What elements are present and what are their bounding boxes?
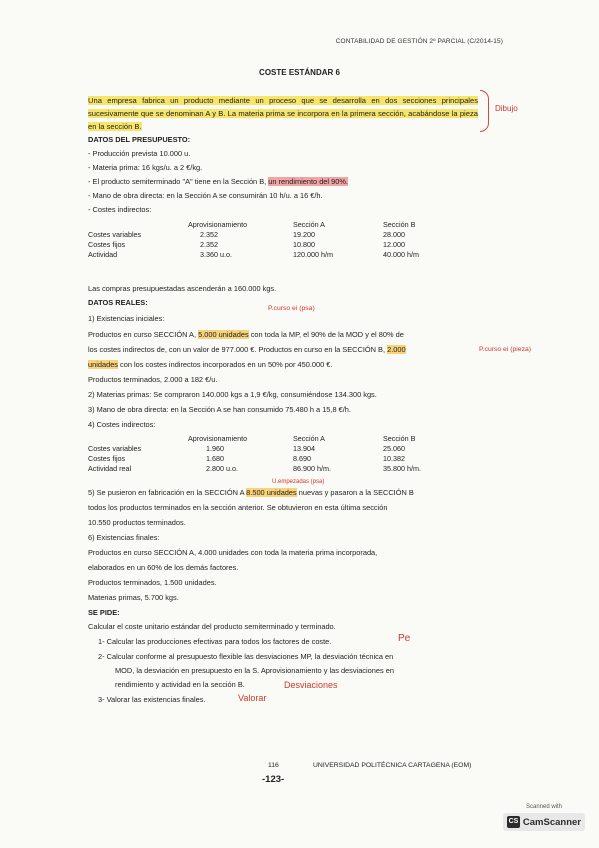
real-labour: 3) Mano de obra directa: en la Sección A se han consumido 75.480 h a 15,8 €/h.: [88, 405, 351, 414]
annotation-dibujo: Dibujo: [495, 104, 518, 113]
intro-paragraph: [88, 94, 478, 133]
table-header-row: [88, 434, 463, 444]
question-2a: 2- Calcular conforme al presupuesto flexible las desviaciones MP, la desviación técnica en: [98, 652, 394, 661]
question-2c: rendimiento y actividad en la sección B.: [115, 680, 245, 689]
table-cell: 35.800 h/m.: [383, 464, 421, 473]
table-cell: 2.800 u.o.: [206, 464, 238, 473]
budget-heading: DATOS DEL PRESUPUESTO:: [88, 135, 191, 144]
real-line-p13: elaborados en un 60% de los demás factores.: [88, 563, 239, 572]
table-cell: 40.000 h/m: [383, 250, 419, 259]
budget-line-yield: [88, 177, 348, 186]
budget-line-production: - Producción prevista 10.000 u.: [88, 149, 191, 158]
table-cell: 12.000: [383, 240, 405, 249]
table-cell: 19.200: [293, 230, 315, 239]
annotation-pcurso-psa: P.curso ei (psa): [268, 305, 315, 312]
table-row: [88, 240, 463, 250]
question-3: 3- Valorar las existencias finales.: [98, 695, 206, 704]
real-line-p1-c: con toda la MP, el 90% de la MOD y el 80% de: [248, 330, 404, 339]
real-line-p15: Materias primas, 5.700 kgs.: [88, 593, 179, 602]
table-cell: 10.800: [293, 240, 315, 249]
questions-intro: Calcular el coste unitario estándar del producto semiterminado y terminado.: [88, 622, 336, 631]
page-label: -123-: [262, 774, 285, 785]
real-line-p2-highlight: 2.000: [387, 345, 406, 354]
real-line-p8-a: 5) Se pusieron en fabricación en la SECCIÓN A: [88, 488, 247, 497]
table-cell: 1.960: [206, 444, 224, 453]
real-line-p3-highlight: unidades: [88, 360, 118, 369]
university-label: UNIVERSIDAD POLITÉCNICA CARTAGENA (EOM): [313, 762, 472, 769]
table-cell: 28.000: [383, 230, 405, 239]
table-cell: 8.690: [293, 454, 311, 463]
table-header-cell: Sección B: [383, 220, 416, 229]
page-number: 116: [268, 762, 279, 769]
camscanner-icon: CS: [507, 816, 520, 828]
page-title: COSTE ESTÁNDAR 6: [259, 68, 340, 77]
table-cell: 25.060: [383, 444, 405, 453]
annotation-unid-empezadas: U.empezadas (psa): [272, 479, 325, 485]
real-line-p12: Productos en curso SECCIÓN A, 4.000 unidades con toda la materia prima incorporada,: [88, 548, 378, 557]
annotation-pe: Pe: [398, 633, 411, 644]
real-line-p3: [88, 360, 332, 369]
table-cell: 3.360 u.o.: [200, 250, 232, 259]
table-header-cell: Sección A: [293, 434, 325, 443]
table-row: [88, 230, 463, 240]
annotation-pcurso-pieza: P.curso ei (pieza): [479, 346, 532, 353]
question-1: 1- Calcular las producciones efectivas para todos los factores de coste.: [98, 637, 332, 646]
intro-text: Una empresa fabrica un producto mediante un proceso que se desarrolla en dos secciones principales sucesivamente que se denominan A y B. La materia prima se incorpora en la primera sección, acabándose la pieza en la sección B.: [88, 96, 478, 131]
scanner-badge: [503, 804, 585, 838]
camscanner-brand: CamScanner: [522, 816, 581, 828]
table-header-cell: [88, 434, 188, 444]
questions-heading: SE PIDE:: [88, 608, 120, 617]
table-cell: Costes variables: [88, 230, 142, 239]
annotation-desviaciones: Desviaciones: [284, 680, 338, 690]
table-row: [88, 444, 463, 454]
table-row: [88, 454, 463, 464]
annotation-valorar: Valorar: [238, 693, 267, 703]
table-row: [88, 250, 463, 260]
table-header-cell: [88, 220, 188, 230]
table-cell: 1.680: [206, 454, 224, 463]
table-cell: 120.000 h/m: [293, 250, 333, 259]
real-line-p1-a: Productos en curso SECCIÓN A,: [88, 330, 199, 339]
budget-cost-table: [88, 220, 463, 260]
brace-mark: [480, 90, 489, 132]
table-header-cell: Aprovisionamiento: [188, 434, 248, 443]
table-cell: 86.900 h/m.: [293, 464, 331, 473]
budget-line-labour: - Mano de obra directa: en la Sección A se consumirán 10 h/u. a 16 €/h.: [88, 191, 323, 200]
budget-line-yield-text: - El producto semiterminado "A" tiene en la Sección B,: [88, 177, 269, 186]
budget-line-indirect: - Costes indirectos:: [88, 205, 152, 214]
real-line-p8-highlight: 8.500 unidades: [246, 488, 297, 497]
table-cell: Costes fijos: [88, 240, 126, 249]
table-cell: Costes fijos: [88, 454, 126, 463]
budget-line-raw-material: - Materia prima: 16 kgs/u. a 2 €/kg.: [88, 163, 203, 172]
budget-purchases: Las compras presupuestadas ascenderán a 160.000 kgs.: [88, 284, 277, 293]
real-heading: DATOS REALES:: [88, 298, 148, 307]
table-cell: 2.352: [200, 230, 218, 239]
real-line-p3-b: con los costes indirectos incorporados en un 50% por 450.000 €.: [118, 360, 333, 369]
budget-line-yield-highlight: un rendimiento del 90%.: [268, 177, 348, 186]
real-initial-stock: 1) Existencias iniciales:: [88, 314, 165, 323]
real-cost-table: [88, 434, 463, 474]
real-line-p9: todos los productos terminados en la sección anterior. Se obtuvieron en esta última sección: [88, 503, 388, 512]
table-header-cell: Aprovisionamiento: [188, 220, 248, 229]
real-line-p10: 10.550 productos terminados.: [88, 518, 186, 527]
table-cell: Costes variables: [88, 444, 142, 453]
real-indirect-heading: 4) Costes indirectos:: [88, 420, 156, 429]
question-2b: MOD, la desviación en presupuesto en la S. Aprovisionamiento y las desviaciones en: [115, 666, 394, 675]
real-line-p2-a: los costes indirectos de, con un valor de 977.000 €. Productos en curso en la SECCIÓN B,: [88, 345, 388, 354]
real-line-p14: Productos terminados, 1.500 unidades.: [88, 578, 217, 587]
scanned-with-label: Scanned with: [525, 804, 563, 810]
table-cell: 2.352: [200, 240, 218, 249]
table-cell: Actividad real: [88, 464, 132, 473]
table-header-row: [88, 220, 463, 230]
real-line-p2: [88, 345, 406, 354]
table-cell: 10.382: [383, 454, 405, 463]
table-cell: 13.904: [293, 444, 315, 453]
real-line-p8-c: nuevas y pasaron a la SECCIÓN B: [296, 488, 414, 497]
table-cell: Actividad: [88, 250, 118, 259]
real-line-p1-highlight: 5.000 unidades: [198, 330, 249, 339]
real-finished-initial: Productos terminados, 2.000 a 182 €/u.: [88, 375, 218, 384]
table-header-cell: Sección A: [293, 220, 325, 229]
real-raw-materials: 2) Materias primas: Se compraron 140.000 kgs a 1,9 €/kg, consumiéndose 134.300 kgs.: [88, 390, 377, 399]
page-header: CONTABILIDAD DE GESTIÓN 2º PARCIAL (C/2014-15): [335, 38, 503, 45]
real-line-p1: [88, 330, 404, 339]
table-header-cell: Sección B: [383, 434, 416, 443]
real-line-p8: [88, 488, 414, 497]
table-row: [88, 464, 463, 474]
camscanner-logo: [503, 813, 585, 831]
real-final-stock-heading: 6) Existencias finales:: [88, 533, 160, 542]
